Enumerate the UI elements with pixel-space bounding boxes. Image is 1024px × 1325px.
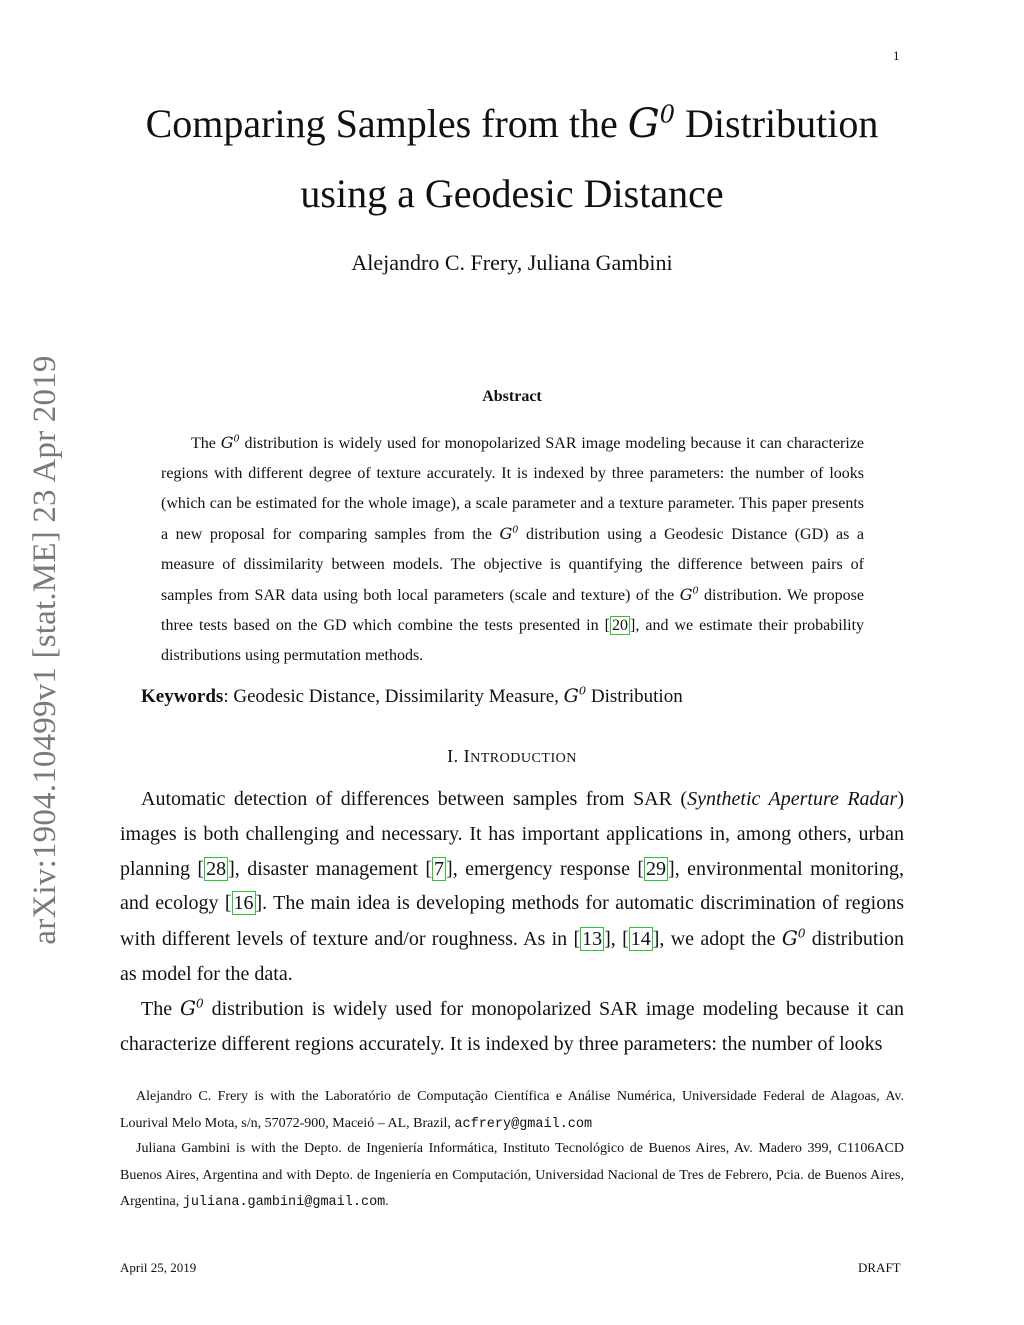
intro-text: ], we adopt the — [652, 928, 776, 951]
intro-italic-text: Synthetic Aperture Radar — [687, 788, 898, 810]
intro-text: distribution as model for the data. — [120, 928, 905, 985]
abstract-text: distribution using a Geodesic Distance (GD) as a measure of dissimilarity between models. The objective is quantifying the difference between pairs of samples from SAR data using both local parameters (scale and texture) of the — [161, 526, 865, 604]
footer-status: DRAFT — [858, 1260, 901, 1275]
g-superscript: 0 — [233, 433, 240, 445]
citation-link[interactable]: 14 — [630, 928, 651, 951]
page-number: 1 — [893, 48, 900, 63]
g-zero-symbol — [221, 433, 240, 452]
g-zero-symbol — [628, 101, 675, 147]
g-symbol: G — [220, 433, 234, 452]
abstract-text: The — [191, 435, 216, 452]
intro-text: ], [ — [604, 928, 629, 951]
g-symbol: G — [679, 585, 693, 604]
g-superscript: 0 — [512, 524, 519, 536]
g-superscript: 0 — [196, 996, 204, 1011]
abstract-text: distribution is widely used for monopolarized SAR image modeling because it can characterize regions with different degree of texture accurately. It is indexed by three parameters: the number of looks (which can be estimated for the whole image), a scale parameter and a texture parameter. This paper presents a new proposal for comparing samples from the — [161, 435, 865, 543]
g-superscript: 0 — [692, 585, 699, 597]
g-symbol: G — [781, 926, 798, 951]
section-heading — [0, 746, 1024, 767]
g-zero-symbol — [180, 996, 204, 1020]
footnote-text: Juliana Gambini is with the Depto. de Ingeniería Informática, Instituto Tecnológico de Buenos Aires, Av. Madero 399, C1106ACD Buenos Aires, Argentina and with Depto. de Ingeniería en Computación, Universidad Nacional de Tres de Febrero, Pcia. de Buenos Aires, Argentina, — [120, 1141, 904, 1209]
keywords-label: Keywords — [141, 686, 224, 707]
intro-text: Automatic detection of differences between samples from SAR ( — [141, 788, 688, 810]
g-superscript: 0 — [659, 100, 676, 129]
abstract-text: distribution. We propose three tests based on the GD which combine the tests presented in — [161, 587, 864, 634]
footnote-2 — [120, 1136, 904, 1217]
g-zero-symbol — [564, 685, 586, 707]
citation-link[interactable]: 28 — [206, 857, 227, 880]
arxiv-identifier[interactable]: arXiv:1904.10499v1 [stat.ME] 23 Apr 2019 — [27, 355, 63, 945]
g-symbol: G — [499, 524, 513, 543]
g-symbol: G — [627, 101, 660, 147]
g-symbol: G — [180, 996, 196, 1020]
intro-text: distribution is widely used for monopolarized SAR image modeling because it can characterize different regions accurately. It is indexed by three parameters: the number of looks — [120, 998, 905, 1055]
email-link[interactable]: acfrery@gmail.com — [454, 1116, 593, 1132]
section-numeral: I. — [447, 746, 459, 766]
footnote-1 — [120, 1084, 904, 1138]
intro-text: The — [141, 998, 173, 1020]
g-symbol: G — [563, 685, 579, 707]
footer-date: April 25, 2019 — [120, 1260, 197, 1275]
paper-title-line-2: using a Geodesic Distance — [300, 171, 724, 216]
keywords-text: : Geodesic Distance, Dissimilarity Measure, — [223, 686, 559, 707]
authors: Alejandro C. Frery, Juliana Gambini — [351, 250, 673, 275]
citation-link[interactable]: 7 — [434, 857, 445, 880]
abstract-heading: Abstract — [482, 388, 542, 405]
section-title-rest: NTRODUCTION — [470, 750, 577, 766]
abstract-text: , and we estimate their probability distributions using permutation methods. — [161, 617, 865, 664]
intro-paragraph-1 — [120, 782, 904, 992]
g-superscript: 0 — [797, 926, 806, 941]
intro-text: ], emergency response [ — [446, 857, 645, 880]
citation-link[interactable]: 16 — [233, 892, 254, 915]
section-first-letter: I — [463, 746, 471, 766]
g-superscript: 0 — [578, 683, 587, 698]
citation-link[interactable]: 29 — [646, 857, 667, 880]
citation-link[interactable]: 13 — [582, 928, 603, 951]
intro-paragraph-2 — [120, 991, 904, 1062]
abstract-body: The $G^0$ distribution is widely used for monopolarized SAR image modeling because it can characterize regions with different degree of texture accurately. It is indexed by three parameters: the number of looks (which can be estimated for the whole image), a scale parameter and a texture parameter. This paper presents a new proposal for comparing samples from the $G^0$ distribution using a Geodesic Distance (GD) as a measure of dissimilarity between models. The objective is quantifying the difference between pairs of samples from SAR data using both local parameters (scale and texture) of the $G^0$ distribution. We propose three tests based on the GD which combine the tests presented in [ 20 ], and we estimate their probability distributions using permutation methods. — [161, 433, 865, 664]
intro-text: ) images is both challenging and necessary. It has important applications in, among others, urban planning [ — [120, 788, 905, 880]
email-link[interactable]: juliana.gambini@gmail.com — [182, 1195, 386, 1210]
footnote-text: . — [385, 1194, 389, 1209]
intro-text: ], environmental monitoring, and ecology [ — [120, 857, 905, 915]
paper-title-line-1 — [0, 100, 1024, 147]
intro-text: ]. The main idea is developing methods for automatic discrimination of regions with different levels of texture and/or roughness. As in [ — [120, 892, 904, 951]
intro-text: ], disaster management [ — [228, 857, 433, 880]
citation-link[interactable]: 20 — [612, 617, 628, 634]
keywords — [141, 685, 904, 708]
g-zero-symbol — [782, 926, 806, 950]
g-zero-symbol — [680, 585, 699, 604]
g-zero-symbol — [500, 524, 519, 543]
footnote-text: Alejandro C. Frery is with the Laboratório de Computação Científica e Análise Numérica, Universidade Federal de Alagoas, Av. Lourival Melo Mota, s/n, 57072-900, Maceió – AL, Brazil, — [120, 1089, 904, 1131]
title-text-start: Comparing Samples from the — [145, 101, 618, 146]
keywords-text: Distribution — [590, 686, 683, 707]
title-text-end: Distribution — [685, 101, 879, 146]
